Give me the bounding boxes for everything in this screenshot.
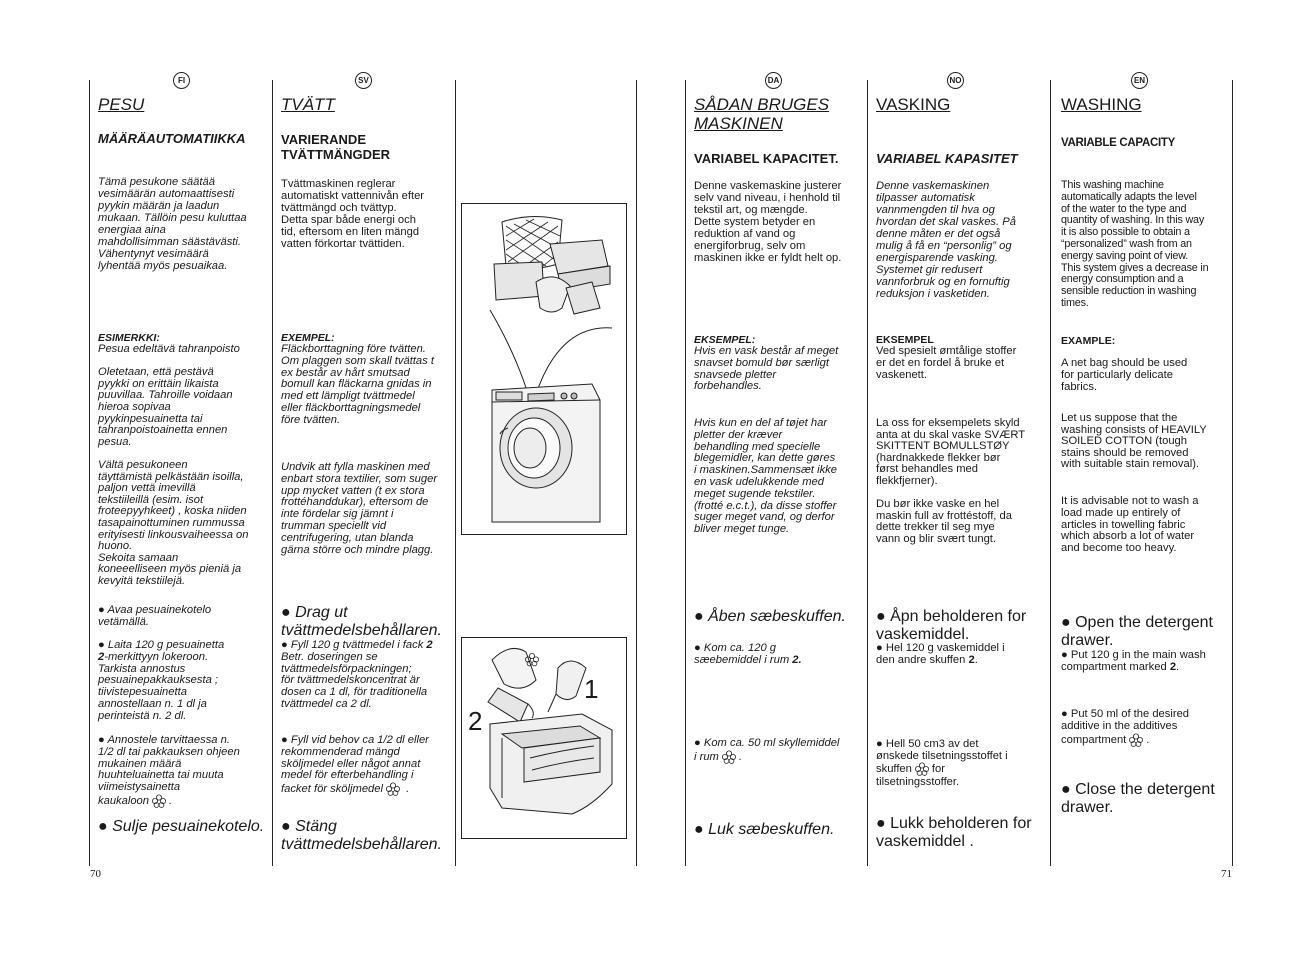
- example-text: A net bag should be used for particularly delicate fabrics.: [1061, 357, 1188, 393]
- step-detergent-text: ● Kom ca. 120 g sæebemiddel i rum: [694, 642, 790, 666]
- column-rule: [1050, 80, 1051, 866]
- intro-text: This washing machine automatically adapts the level of the water to the type and quantity of washing. In this way it is also possible to obtain a “personalized” wash from an energy saving point of view. This system gives a decrease in energy consumption and a sensible reduction in washing times.: [1061, 179, 1209, 309]
- column-rule: [1232, 80, 1233, 866]
- step-close-drawer: ● Close the detergent drawer.: [1061, 781, 1215, 816]
- detergent-drawer-illustration: [462, 638, 626, 838]
- step-detergent-text: ● Fyll 120 g tvättmedel i fack: [281, 639, 424, 651]
- punctuation: .: [1176, 660, 1180, 673]
- example-text: Fläckborttagning före tvätten. Om plaggen som skall tvättas t ex består av hårt smutsad bomull kan fläckarna gnidas in med ett lämpligt tvättmedel eller fläckborttagningsmedel före tvätten.: [281, 343, 434, 426]
- example-text: Hvis en vask består af meget snavset bomuld bør særligt snavsede pletter forbehandles.: [694, 345, 839, 393]
- intro-text: Denne vaskemaskine justerer selv vand niveau, i henhold til tekstil art, og mængde. Dette system betyder en reduktion af vand og energiforbrug, selv om maskinen ikke er fyldt helt op.: [694, 180, 842, 264]
- column-rule: [89, 80, 90, 866]
- step-detergent-text: ● Put 120 g in the main wash compartment marked: [1061, 649, 1206, 673]
- section-subtitle: VARIABEL KAPASITET: [876, 151, 1018, 166]
- punctuation: .: [738, 750, 742, 763]
- compartment-number: 2: [968, 653, 975, 666]
- step-close-drawer: ● Lukk beholderen for vaskemiddel .: [876, 815, 1032, 850]
- note-text: Hvis kun en del af tøjet har pletter der kræver behandling med specielle blegemidler, kan dette gøres i maskinen.Sammensæt ikke en vask udelukkende med meget sugende tekstiler. (frotté e.c.t.), da disse stoffer suger meget vand, og derfor bliver meget tunge.: [694, 417, 838, 536]
- language-badge-en: EN: [1131, 72, 1148, 89]
- intro-text: Tämä pesukone säätää vesimäärän automaattisesti pyykin määrän ja laadun mukaan. Tällöin pesu kuluttaa energiaa aina mahdollisimman säästävästi. Vähentynyt vesimäärä lyhentää myös pesuaikaa.: [98, 176, 247, 272]
- language-badge-fi: FI: [173, 72, 190, 89]
- flower-icon: [385, 782, 401, 796]
- compartment-number: 2.: [792, 653, 802, 666]
- note-text: Undvik att fylla maskinen med enbart stora textilier, som suger upp mycket vatten (t ex stora frottéhanddukar), eftersom de inte fördelar sig jämnt i trumman speciellt vid centrifugering, utan blanda gärna större och mindre plagg.: [281, 461, 438, 556]
- step-close-drawer: ● Sulje pesuainekotelo.: [98, 818, 265, 835]
- section-title: VASKING: [876, 95, 951, 114]
- section-title: SÅDAN BRUGES MASKINEN: [694, 95, 830, 133]
- step-close-drawer: ● Luk sæbeskuffen.: [694, 821, 835, 838]
- laundry-washer-illustration: [462, 204, 626, 534]
- section-title: TVÄTT: [281, 95, 335, 114]
- column-rule: [685, 80, 686, 866]
- figure-label-one: 1: [584, 674, 599, 704]
- page-number-left: 70: [90, 868, 101, 880]
- example-text: Pesua edeltävä tahranpoisto Oletetaan, että pestävä pyykki on erittäin likaista puuvillaa. Tahroille voidaan hieroa sopivaa pyykinpesuainetta tai tahranpoistoainetta ennen pesua. Vältä pesukoneen täyttämistä pelkästään isoilla, paljon vettä imevillä tekstiileillä (esim. isot froteepyyhkeet) , koska niiden tasapainottuminen rummussa erityisesti linkousvaiheessa on huono. Sekoita samaan koneeelliseen myös pieniä ja kevyitä tekstiilejä.: [98, 343, 249, 587]
- step-additive-text: ● Hell 50 cm3 av det ønskede tilsetningsstoffet i: [876, 738, 1008, 762]
- step-additive: [98, 735, 240, 808]
- column-rule: [867, 80, 868, 866]
- step-open-drawer: ● Drag ut tvättmedelsbehållaren.: [281, 604, 442, 639]
- step-additive: [281, 735, 429, 796]
- step-detergent-rest: Betr. doseringen se tvättmedelsförpackningen; för tvättmedelskoncentrat är dosen ca 1 dl, för traditionella tvättmedel ca 2 dl.: [281, 650, 428, 710]
- step-detergent: [98, 640, 224, 723]
- step-additive-rest: for tilsetningsstoffer.: [876, 762, 960, 788]
- compartment-number: 2: [1169, 660, 1177, 673]
- column-rule: [272, 80, 273, 866]
- section-subtitle: VARIERANDE TVÄTTMÄNGDER: [281, 132, 391, 162]
- step-additive-text: ● Annostele tarvittaessa n. 1/2 dl tai pakkauksen ohjeen mukainen määrä huuhteluainetta tai muuta viimeistysainetta kaukaloon: [98, 734, 240, 807]
- intro-text: Tvättmaskinen reglerar automatiskt vattennivån efter tvättmängd och tvättyp. Detta spar både energi och tid, eftersom en liten mängd vatten förkortar tvättiden.: [281, 178, 425, 250]
- language-badge-no: NO: [947, 72, 964, 89]
- step-open-drawer: ● Avaa pesuainekotelo vetämällä.: [98, 604, 212, 628]
- section-title: WASHING: [1061, 95, 1142, 114]
- punctuation: .: [1146, 733, 1150, 746]
- step-open-drawer: ● Åpn beholderen for vaskemiddel.: [876, 608, 1027, 643]
- language-badge-sv: SV: [355, 72, 372, 89]
- step-additive: [694, 738, 839, 764]
- flower-icon: [1128, 733, 1144, 747]
- step-open-drawer: ● Open the detergent drawer.: [1061, 614, 1213, 649]
- example-label: EKSEMPEL: [876, 334, 934, 346]
- language-badge-da: DA: [765, 72, 782, 89]
- example-text: Ved spesielt ømtålige stoffer er det en fordel å bruke et vaskenett.: [876, 345, 1017, 381]
- column-rule: [636, 80, 637, 866]
- example-label: EKSEMPEL:: [694, 334, 756, 346]
- step-detergent: [876, 643, 1005, 667]
- step-detergent-rest: -merkittyyn lokeroon. Tarkista annostus pesuainepakkauksesta ; tiivistepesuainetta annostellaan n. 1 dl ja perinteistä n. 2 dl.: [98, 650, 219, 722]
- flower-icon: [721, 750, 737, 764]
- note-text: Let us suppose that the washing consists of HEAVILY SOILED COTTON (tough stains should be removed with suitable stain removal).: [1061, 412, 1207, 471]
- section-subtitle: VARIABEL KAPACITET.: [694, 151, 839, 166]
- column-rule: [455, 80, 456, 866]
- section-subtitle: VARIABLE CAPACITY: [1061, 137, 1175, 149]
- step-additive-text: ● Put 50 ml of the desired additive in the additives compartment: [1061, 708, 1190, 746]
- step-detergent-text: ● Hel 120 g vaskemiddel i den andre skuffen: [876, 642, 1005, 666]
- step-additive: [876, 738, 1008, 788]
- step-detergent-text: ● Laita 120 g pesuainetta: [98, 639, 225, 651]
- step-close-drawer: ● Stäng tvättmedelsbehållaren.: [281, 818, 442, 853]
- step-detergent: [281, 640, 433, 711]
- punctuation: .: [974, 653, 978, 666]
- figure-detergent-drawer: [461, 637, 627, 839]
- example-label: EXAMPLE:: [1061, 335, 1116, 347]
- step-detergent: [1061, 650, 1206, 674]
- intro-text: Denne vaskemaskinen tilpasser automatisk vannmengden til hva og hvordan det skal vaskes. På denne måten er det også mulig å få en “personlig” og energisparende vasking. Systemet gir redusert vannforbruk og en fornuftig reduksjon i vasketiden.: [876, 180, 1016, 300]
- section-subtitle: MÄÄRÄAUTOMATIIKKA: [98, 131, 246, 146]
- punctuation: .: [169, 794, 173, 807]
- example-label: EXEMPEL:: [281, 332, 335, 344]
- note-text: La oss for eksempelets skyld anta at du skal vaske SVÆRT SKITTENT BOMULLSTØY (hardnakkede flekker bør først behandles med flekkfjerner). Du bør ikke vaske en hel maskin full av frottéstoff, da dette trekker til seg mye vann og blir svært tungt.: [876, 417, 1026, 545]
- compartment-number: 2: [98, 650, 105, 663]
- step-detergent: [694, 643, 802, 667]
- step-additive: [1061, 709, 1189, 747]
- figure-laundry-and-machine: [461, 203, 627, 535]
- step-additive-text: ● Kom ca. 50 ml skyllemiddel i rum: [694, 737, 840, 763]
- section-title: PESU: [98, 95, 145, 114]
- note-text-2: It is advisable not to wash a load made up entirely of articles in towelling fabric which absorb a lot of water and become too heavy.: [1061, 495, 1199, 555]
- step-open-drawer: ● Åben sæbeskuffen.: [694, 608, 846, 625]
- step-additive-text: ● Fyll vid behov ca 1/2 dl eller rekommenderad mängd sköljmedel eller något annat medel för efterbehandling i facket för sköljmedel: [281, 734, 429, 796]
- flower-icon: [151, 794, 167, 808]
- step-additive-compartment: skuffen: [876, 762, 912, 775]
- flower-icon: [914, 762, 930, 776]
- figure-label-two: 2: [468, 706, 483, 736]
- compartment-number: 2: [426, 639, 433, 651]
- example-label: ESIMERKKI:: [98, 332, 160, 344]
- page-number-right: 71: [1221, 868, 1232, 880]
- punctuation: .: [406, 783, 410, 796]
